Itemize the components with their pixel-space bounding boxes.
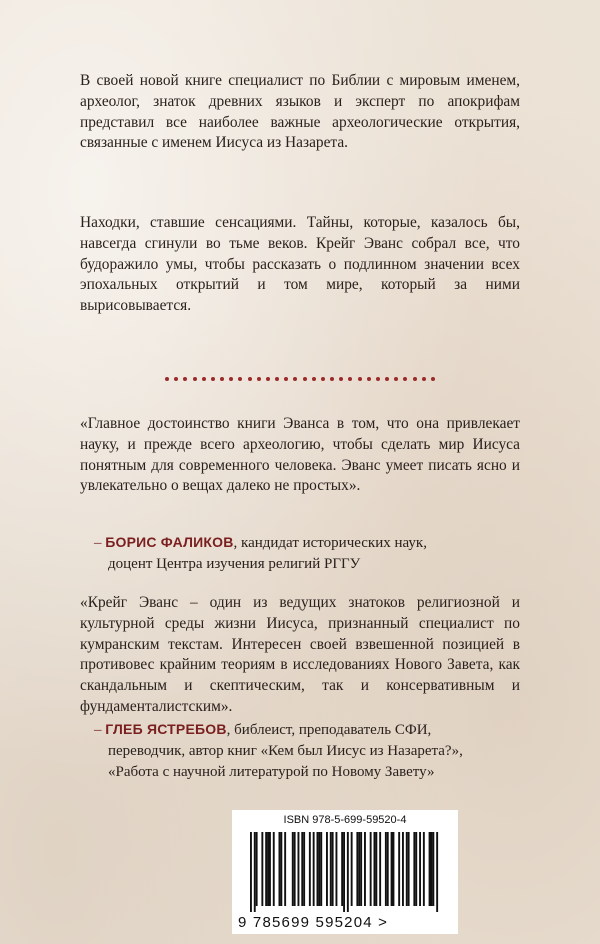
author-name: БОРИС ФАЛИКОВ [105,534,234,550]
intro-text-1: В своей новой книге специалист по Библии с мировым именем, археолог, знаток древних языков и эксперт по апокрифам представил все наиболее важные археологические открытия, связанные с именем Иисуса из Назарета. [80,72,520,152]
barcode-bars [250,832,440,912]
barcode-digits: 9 785699 595204 > [238,914,389,931]
intro-paragraph-1 [80,71,520,154]
isbn-label: ISBN 978-5-699-59520-4 [283,814,407,826]
review-author-1 [94,532,520,575]
review-author-2 [94,719,520,782]
review-quote-1 [80,414,520,497]
dotted-divider [165,375,435,383]
author-name: ГЛЕБ ЯСТРЕБОВ [105,721,227,737]
intro-text-2: Находки, ставшие сенсациями. Тайны, которые, казалось бы, навсегда сгинули во тьме веков. Крейг Эванс собрал все, что будоражило умы, чтобы рассказать о подлинном значении всех эпохальных открытий и том мире, который за ними вырисовывается. [80,214,520,315]
review-quote-2 [80,593,520,718]
author-dash: – [94,722,102,738]
author-credentials-1: , кандидат исторических наук, [233,535,427,551]
author-credentials-3: «Работа с научной литературой по Новому Завету» [108,763,435,780]
review-text-2: «Крейг Эванс – один из ведущих знатоков религиозной и культурной среды жизни Иисуса, признанный специалист по кумранским текстам. Интересен своей взвешенной позицией в противовес крайним теориям в исследованиях Нового Завета, как скандальным и скептическим, так и консервативным и фундаменталистским». [80,594,520,715]
intro-paragraph-2 [80,213,520,317]
author-credentials-1: , библеист, преподаватель СФИ, [226,722,432,738]
author-credentials-2: доцент Центра изучения религий РГГУ [108,555,361,572]
review-text-1: «Главное достоинство книги Эванса в том, что она привлекает науку, и прежде всего археологию, чтобы сделать мир Иисуса понятным для современного человека. Эванс умеет писать ясно и увлекательно о вещах далеко не простых». [80,415,520,495]
author-credentials-2: переводчик, автор книг «Кем был Иисус из Назарета?», [108,742,463,759]
isbn-barcode [232,810,458,934]
author-dash: – [94,535,102,551]
